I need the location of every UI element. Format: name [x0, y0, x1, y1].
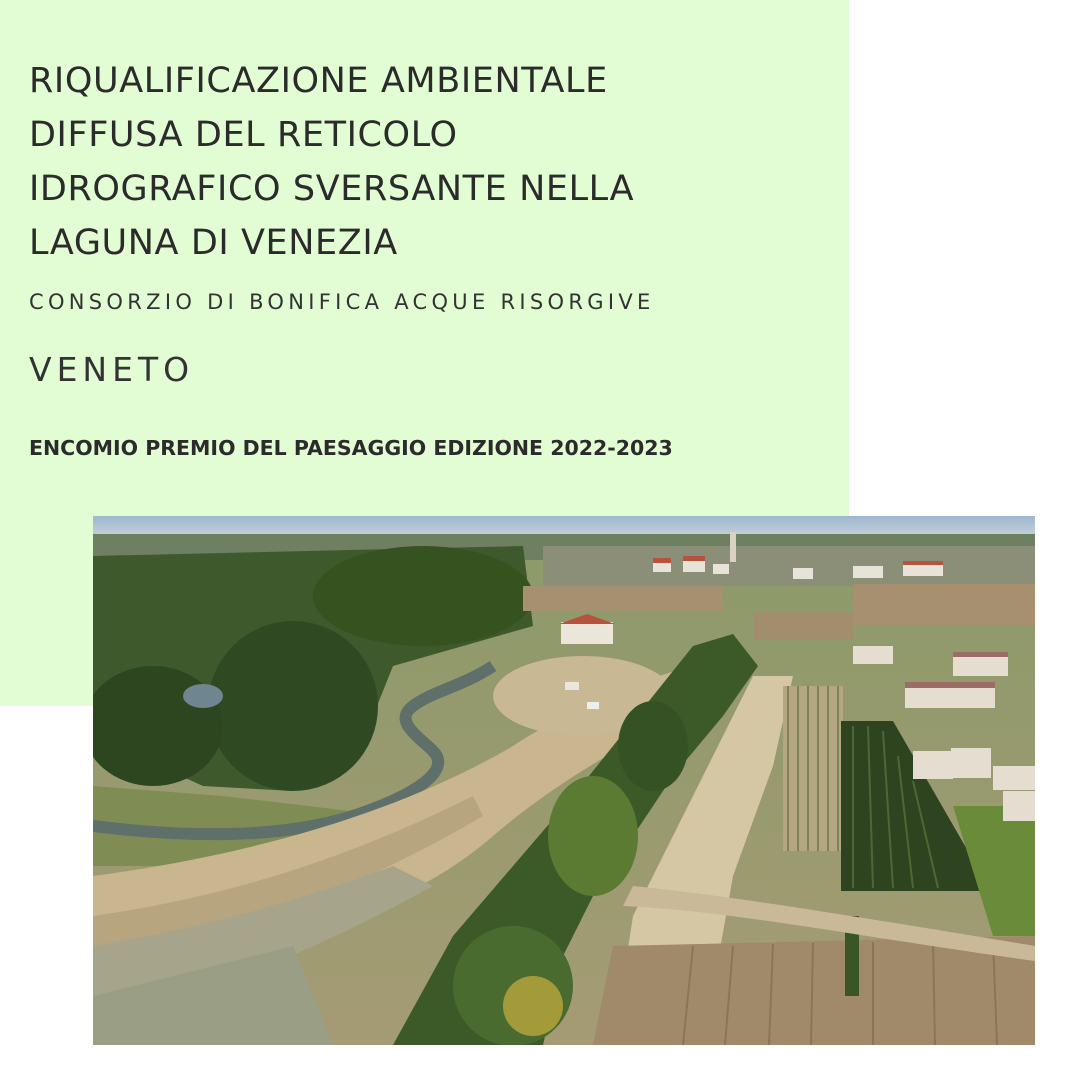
title-line-2: DIFFUSA DEL RETICOLO — [29, 115, 458, 155]
title-line-1: RIQUALIFICAZIONE AMBIENTALE — [29, 61, 608, 101]
award-label: ENCOMIO PREMIO DEL PAESAGGIO EDIZIONE 2022-2023 — [29, 436, 673, 460]
title-line-3: IDROGRAFICO SVERSANTE NELLA — [29, 169, 635, 209]
title-line-4: LAGUNA DI VENEZIA — [29, 223, 398, 263]
region-name: VENETO — [29, 350, 195, 389]
page-title — [29, 54, 829, 270]
aerial-landscape-photo — [93, 516, 1035, 1045]
organization-name: CONSORZIO DI BONIFICA ACQUE RISORGIVE — [29, 290, 655, 314]
